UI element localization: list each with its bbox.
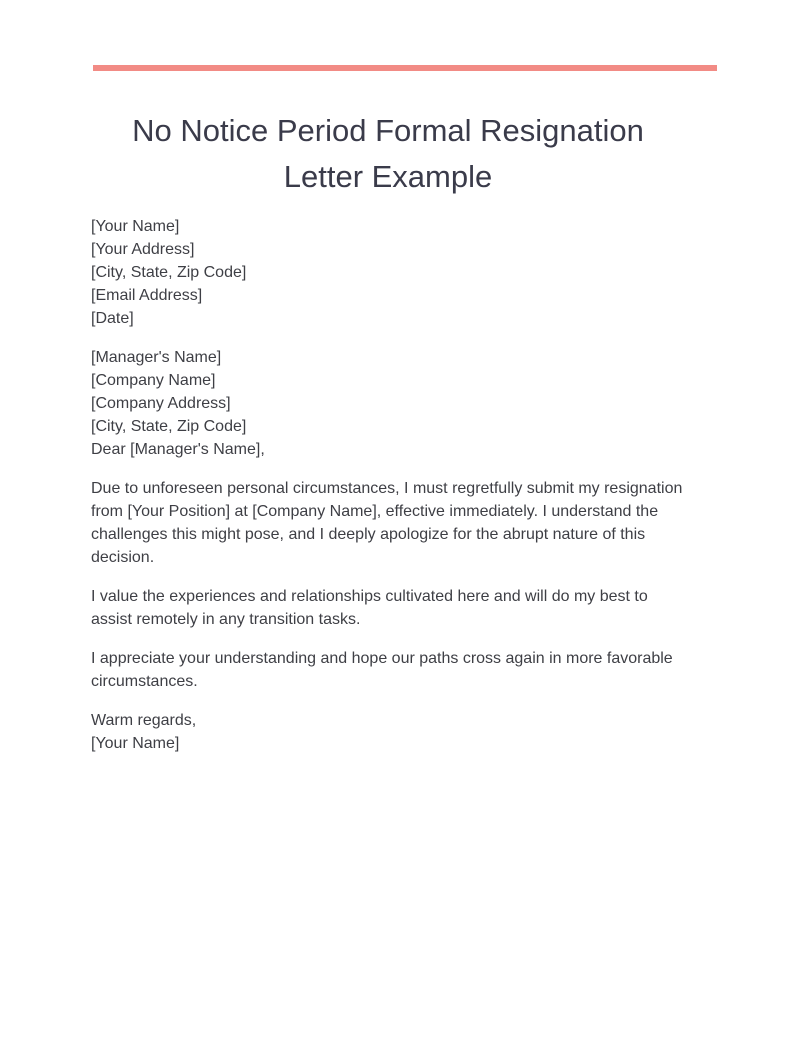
recipient-company: [Company Name] — [91, 372, 216, 389]
paragraph-line: challenges this might pose, and I deeply apologize for the abrupt nature of this — [91, 526, 646, 543]
sender-name: [Your Name] — [91, 218, 180, 235]
top-accent-rule — [93, 65, 717, 71]
body-paragraph-1 — [91, 477, 701, 569]
title-line-2: Letter Example — [283, 159, 493, 194]
body-paragraph-2 — [91, 585, 701, 631]
body-paragraph-3 — [91, 647, 701, 693]
salutation: Dear [Manager's Name], — [91, 441, 265, 458]
page-title — [93, 108, 683, 200]
paragraph-line: from [Your Position] at [Company Name], effective immediately. I understand the — [91, 503, 659, 520]
signature-name: [Your Name] — [91, 735, 180, 752]
paragraph-line: Due to unforeseen personal circumstances, I must regretfully submit my resignation — [91, 480, 683, 497]
recipient-name: [Manager's Name] — [91, 349, 222, 366]
paragraph-line: assist remotely in any transition tasks. — [91, 611, 361, 628]
sender-address: [Your Address] — [91, 241, 195, 258]
recipient-address: [Company Address] — [91, 395, 231, 412]
sender-city: [City, State, Zip Code] — [91, 264, 247, 281]
letter-body — [91, 215, 701, 771]
sender-block — [91, 215, 701, 330]
letter-date: [Date] — [91, 310, 134, 327]
sender-email: [Email Address] — [91, 287, 203, 304]
paragraph-line: decision. — [91, 549, 155, 566]
paragraph-line: I value the experiences and relationships cultivated here and will do my best to — [91, 588, 648, 605]
paragraph-line: circumstances. — [91, 673, 198, 690]
closing-block — [91, 709, 701, 755]
recipient-block — [91, 346, 701, 461]
paragraph-line: I appreciate your understanding and hope our paths cross again in more favorable — [91, 650, 673, 667]
sign-off: Warm regards, — [91, 712, 197, 729]
title-line-1: No Notice Period Formal Resignation — [132, 113, 644, 148]
recipient-city: [City, State, Zip Code] — [91, 418, 247, 435]
